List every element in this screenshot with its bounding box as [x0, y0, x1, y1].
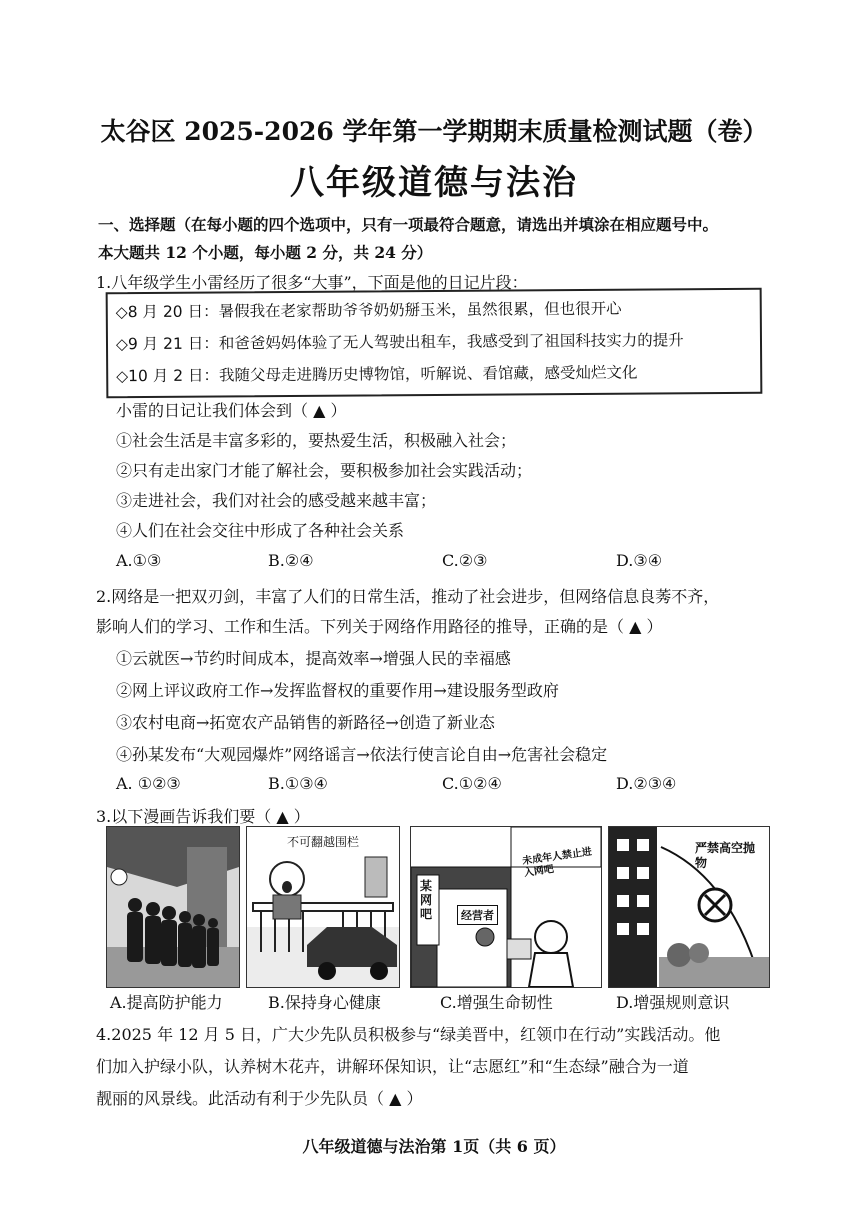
page-footer: 八年级道德与法治第 1页（共 6 页）	[302, 1137, 566, 1156]
q1-stem: 1.八年级学生小雷经历了很多“大事”，下面是他的日记片段：	[96, 273, 528, 292]
q1-prompt: 小雷的日记让我们体会到（ ▲ ）	[116, 401, 347, 420]
q1-diary-line: ◇8 月 20 日：暑假我在老家帮助爷爷奶奶掰玉米，虽然很累，但也很开心	[115, 299, 622, 322]
comic-a-evacuation-drill	[106, 826, 240, 988]
q4-stem-line2: 们加入护绿小队，认养树木花卉，讲解环保知识，让“志愿红”和“生态绿”融合为一道	[96, 1057, 689, 1076]
q2-statement: ③农村电商→拓宽农产品销售的新路径→创造了新业态	[116, 713, 495, 732]
q1-statement: ②只有走出家门才能了解社会，要积极参加社会实践活动；	[116, 461, 533, 480]
q2-statement: ②网上评议政府工作→发挥监督权的重要作用→建设服务型政府	[116, 681, 559, 700]
comic-c-internet-cafe	[410, 826, 602, 988]
q1-statement: ③走进社会，我们对社会的感受越来越丰富；	[116, 491, 437, 510]
q2-option-a[interactable]: A. ①②③	[116, 774, 181, 793]
subject-title: 八年级道德与法治	[290, 163, 578, 203]
comic-c-board: 经营者	[457, 905, 498, 925]
q1-option-a[interactable]: A.①③	[116, 551, 162, 570]
q3-stem: 3.以下漫画告诉我们要（ ▲ ）	[96, 807, 310, 826]
q2-option-b[interactable]: B.①③④	[268, 774, 328, 793]
q1-diary-line: ◇10 月 2 日：我随父母走进腾历史博物馆，听解说、看馆藏，感受灿烂文化	[116, 363, 638, 386]
q1-diary-box	[106, 288, 763, 399]
q3-option-a[interactable]: A.提高防护能力	[110, 993, 223, 1012]
q2-option-c[interactable]: C.①②④	[442, 774, 502, 793]
comic-d-sign: 严禁高空抛物	[695, 841, 756, 870]
q4-stem-line3: 靓丽的风景线。此活动有利于少先队员（ ▲ ）	[96, 1089, 423, 1108]
q2-option-d[interactable]: D.②③④	[616, 774, 677, 793]
q4-stem-line1: 4.2025 年 12 月 5 日，广大少先队员积极参与“绿美晋中，红领巾在行动”实践活动。他	[96, 1025, 721, 1044]
comic-b-sign: 不可翻越围栏	[286, 835, 359, 849]
q1-option-b[interactable]: B.②④	[268, 551, 314, 570]
q1-statement: ①社会生活是丰富多彩的，要热爱生活，积极融入社会；	[116, 431, 517, 450]
q2-statement: ①云就医→节约时间成本，提高效率→增强人民的幸福感	[116, 649, 511, 668]
q1-option-d[interactable]: D.③④	[616, 551, 663, 570]
q2-stem-line2: 影响人们的学习、工作和生活。下列关于网络作用路径的推导，正确的是（ ▲ ）	[96, 617, 663, 636]
q3-option-d[interactable]: D.增强规则意识	[616, 993, 730, 1012]
q2-statement: ④孙某发布“大观园爆炸”网络谣言→依法行使言论自由→危害社会稳定	[116, 745, 608, 764]
q3-option-b[interactable]: B.保持身心健康	[268, 993, 381, 1012]
section-heading-line1: 一、选择题（在每小题的四个选项中，只有一项最符合题意，请选出并填涂在相应题号中。	[98, 215, 719, 234]
comic-c-shop-name: 某网吧	[420, 879, 433, 921]
q1-statement: ④人们在社会交往中形成了各种社会关系	[116, 521, 405, 540]
comic-b-fence-climbing	[246, 826, 400, 988]
section-heading-line2: 本大题共 12 个小题，每小题 2 分，共 24 分）	[98, 243, 433, 262]
q3-option-c[interactable]: C.增强生命韧性	[440, 993, 553, 1012]
q1-diary-line: ◇9 月 21 日：和爸爸妈妈体验了无人驾驶出租车，我感受到了祖国科技实力的提升	[115, 331, 684, 354]
q1-option-c[interactable]: C.②③	[442, 551, 488, 570]
q2-stem-line1: 2.网络是一把双刃剑，丰富了人们的日常生活，推动了社会进步，但网络信息良莠不齐，	[96, 587, 720, 606]
comic-c-sign: 未成年人禁止进入网吧	[521, 846, 593, 880]
comic-d-high-altitude-throwing	[608, 826, 770, 988]
exam-title: 太谷区 2025-2026 学年第一学期期末质量检测试题（卷）	[100, 117, 768, 146]
